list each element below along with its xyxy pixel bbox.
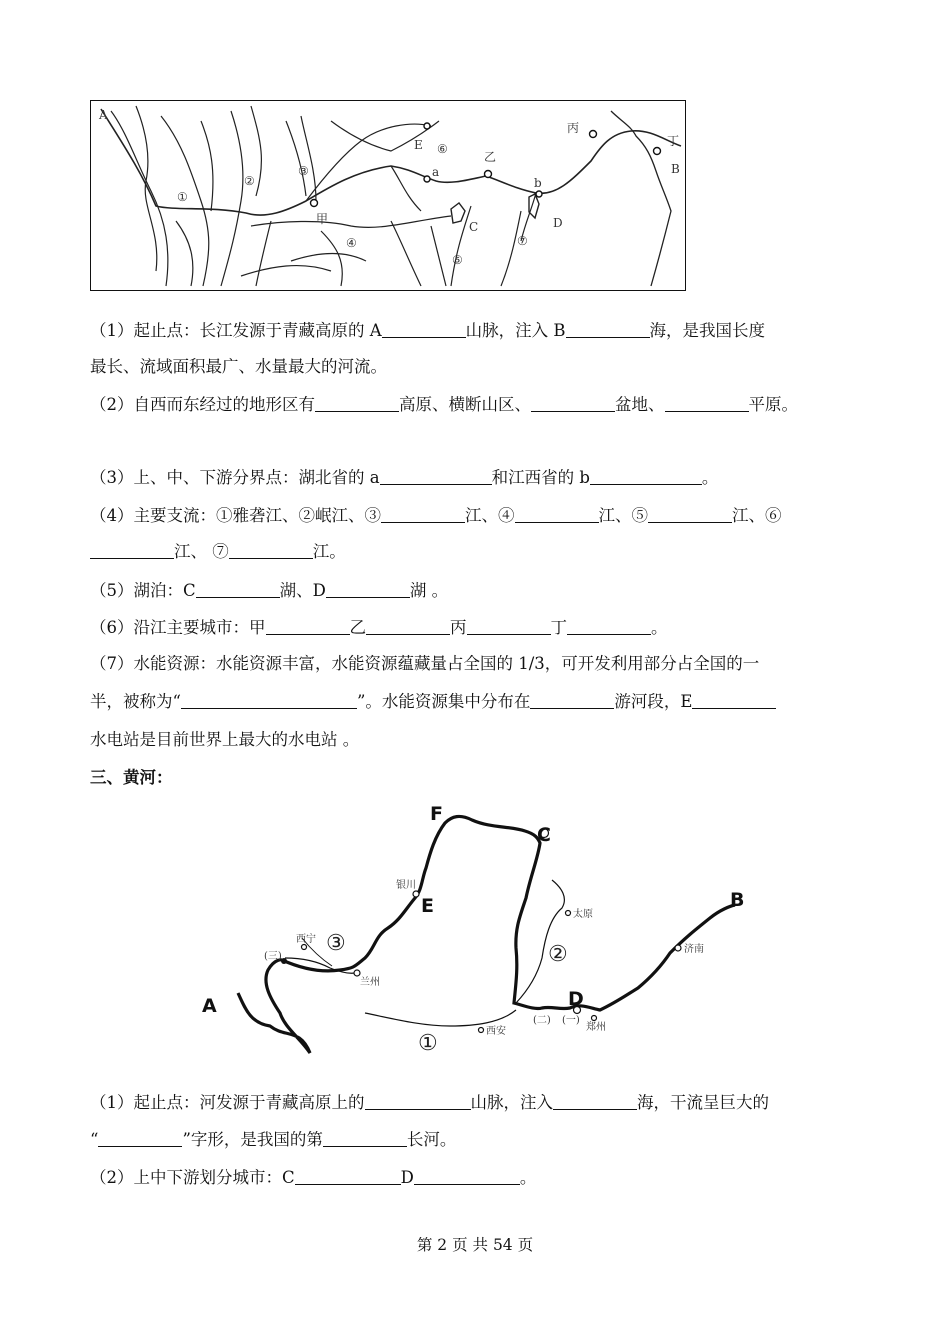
label-taiyuan: 太原	[573, 909, 593, 920]
answer-blank[interactable]	[365, 1092, 471, 1110]
answer-blank[interactable]	[229, 541, 313, 559]
label-B: B	[730, 889, 745, 911]
label-division-2: (二)	[533, 1015, 551, 1026]
text: “	[90, 1130, 99, 1149]
label-yinchuan: 银川	[396, 880, 416, 891]
text: 。	[651, 618, 668, 637]
text: （2）自西而东经过的地形区有	[90, 395, 315, 414]
label-xining: 西宁	[296, 934, 316, 945]
answer-blank[interactable]	[531, 394, 615, 412]
text: ”。水能资源集中分布在	[356, 692, 531, 711]
text: D	[400, 1168, 414, 1187]
point-a-marker	[424, 176, 430, 182]
city-jia-marker	[311, 200, 318, 207]
text: （1）起止点：长江发源于青藏高原的 A	[90, 321, 382, 340]
text: （2）上中下游划分城市：C	[90, 1168, 295, 1187]
label-river-2: ②	[244, 174, 255, 188]
text: 江、⑥	[732, 506, 782, 525]
label-E: E	[421, 895, 434, 917]
text: 江、④	[465, 506, 515, 525]
answer-blank[interactable]	[380, 467, 492, 485]
text: （6）沿江主要城市：甲	[90, 618, 266, 637]
text: 湖 。	[409, 581, 449, 600]
answer-blank[interactable]	[315, 394, 399, 412]
yellow-q1-line1	[90, 1091, 769, 1115]
text: 盆地、	[615, 395, 665, 414]
text: 江。	[312, 542, 346, 561]
city-taiyuan-marker	[566, 911, 571, 916]
label-jinan: 济南	[684, 944, 704, 955]
label-C: C	[469, 220, 479, 234]
answer-blank[interactable]	[567, 617, 651, 635]
division-point-3	[281, 958, 287, 964]
city-bing-marker	[590, 131, 597, 138]
yangtze-q7-line1: （7）水能资源：水能资源丰富，水能资源蕴藏量占全国的 1/3，可开发利用部分占全国的一	[90, 654, 760, 673]
label-river-3: ③	[298, 164, 309, 178]
yellow-river-map	[190, 798, 770, 1060]
answer-blank[interactable]	[382, 320, 466, 338]
label-river-1: ①	[418, 1031, 438, 1056]
text: 海，是我国长度	[649, 321, 766, 340]
label-river-6: ⑥	[437, 142, 448, 156]
yangtze-q6	[90, 616, 668, 640]
answer-blank[interactable]	[530, 691, 614, 709]
label-F: F	[430, 803, 443, 825]
text: 平原。	[748, 395, 798, 414]
answer-blank[interactable]	[381, 505, 465, 523]
label-A: A	[202, 995, 217, 1017]
city-lanzhou-marker	[354, 970, 360, 976]
section-title-yellow-river: 三、黄河：	[90, 768, 173, 787]
label-zhengzhou: 郑州	[586, 1022, 606, 1033]
label-river-7: ⑦	[517, 234, 528, 248]
answer-blank[interactable]	[648, 505, 732, 523]
answer-blank[interactable]	[181, 691, 357, 709]
yangtze-q3	[90, 466, 718, 490]
label-A: A	[99, 108, 108, 122]
text: 山脉，注入 B	[465, 321, 566, 340]
yangtze-q2	[90, 393, 798, 417]
answer-blank[interactable]	[266, 617, 350, 635]
label-D: D	[553, 216, 563, 230]
label-river-4: ④	[346, 236, 357, 250]
label-river-3: ③	[326, 931, 346, 956]
yellow-city-markers	[302, 829, 682, 1033]
yangtze-q1-line1	[90, 319, 765, 343]
label-division-1: (一)	[562, 1015, 580, 1026]
yangtze-q7-line3: 水电站是目前世界上最大的水电站 。	[90, 730, 360, 749]
answer-blank[interactable]	[590, 467, 702, 485]
text: 游河段，E	[614, 692, 693, 711]
city-yi-marker	[485, 171, 492, 178]
yellow-q2	[90, 1166, 536, 1190]
page-footer: 第 2 页 共 54 页	[416, 1236, 534, 1254]
city-zhengzhou-marker	[592, 1016, 597, 1021]
text: （3）上、中、下游分界点：湖北省的 a	[90, 468, 380, 487]
text: 高原、横断山区、	[399, 395, 531, 414]
yangtze-q4-line1	[90, 504, 782, 528]
text: 江、⑤	[598, 506, 648, 525]
dam-e-marker	[424, 123, 430, 129]
yellow-map-drawing	[190, 798, 770, 1060]
city-ding-marker	[654, 148, 661, 155]
label-E: E	[414, 138, 423, 152]
answer-blank[interactable]	[196, 580, 280, 598]
yangtze-map-drawing	[91, 101, 684, 289]
label-b: b	[534, 176, 542, 190]
label-bing: 丙	[567, 121, 580, 135]
city-yinchuan-marker	[413, 891, 419, 897]
city-xian-marker	[479, 1028, 484, 1033]
text: （5）湖泊：C	[90, 581, 196, 600]
label-river-1: ①	[177, 190, 188, 204]
label-lanzhou: 兰州	[360, 977, 380, 988]
label-a: a	[432, 165, 440, 179]
text: 长河。	[406, 1130, 457, 1149]
answer-blank[interactable]	[566, 320, 650, 338]
answer-blank[interactable]	[326, 580, 410, 598]
answer-blank[interactable]	[467, 617, 551, 635]
label-jia: 甲	[316, 212, 329, 226]
answer-blank[interactable]	[515, 505, 599, 523]
text: 乙	[349, 618, 366, 637]
text: （4）主要支流：①雅砻江、②岷江、③	[90, 506, 381, 525]
label-river-2: ②	[548, 942, 568, 967]
answer-blank[interactable]	[323, 1129, 407, 1147]
label-yi: 乙	[484, 150, 497, 164]
yangtze-q7-line2	[90, 690, 776, 714]
text: 。	[701, 468, 719, 487]
yangtze-q4-line2	[90, 540, 346, 564]
text: 。	[519, 1168, 537, 1187]
answer-blank[interactable]	[90, 541, 174, 559]
text: （1）起止点：河发源于青藏高原上的	[90, 1093, 365, 1112]
city-xining-marker	[302, 945, 307, 950]
text: 山脉，注入	[470, 1093, 553, 1112]
text: 和江西省的 b	[491, 468, 590, 487]
city-markers	[311, 123, 661, 207]
label-ding: 丁	[667, 134, 680, 148]
answer-blank[interactable]	[414, 1167, 520, 1185]
text: 半，被称为“	[90, 692, 181, 711]
yangtze-q5	[90, 579, 448, 603]
answer-blank[interactable]	[665, 394, 749, 412]
label-division-3: (三)	[264, 951, 282, 962]
text: 湖、D	[279, 581, 326, 600]
text: 江、 ⑦	[174, 542, 229, 561]
answer-blank[interactable]	[98, 1129, 182, 1147]
yangtze-q1-line2: 最长、流域面积最广、水量最大的河流。	[90, 357, 387, 376]
answer-blank[interactable]	[366, 617, 450, 635]
answer-blank[interactable]	[553, 1092, 637, 1110]
answer-blank[interactable]	[295, 1167, 401, 1185]
text: ”字形，是我国的第	[182, 1130, 323, 1149]
yellow-q1-line2	[90, 1128, 456, 1152]
point-b-marker	[536, 191, 542, 197]
label-B: B	[671, 162, 680, 176]
yangtze-river-map	[90, 100, 686, 291]
label-D: D	[568, 988, 584, 1010]
label-xian: 西安	[486, 1026, 506, 1037]
text: 丁	[550, 618, 567, 637]
label-C: C	[537, 824, 551, 846]
text: 海，干流呈巨大的	[637, 1093, 769, 1112]
text: 丙	[450, 618, 467, 637]
city-jinan-marker	[675, 945, 681, 951]
label-river-5: ⑤	[452, 253, 463, 267]
answer-blank[interactable]	[692, 691, 776, 709]
